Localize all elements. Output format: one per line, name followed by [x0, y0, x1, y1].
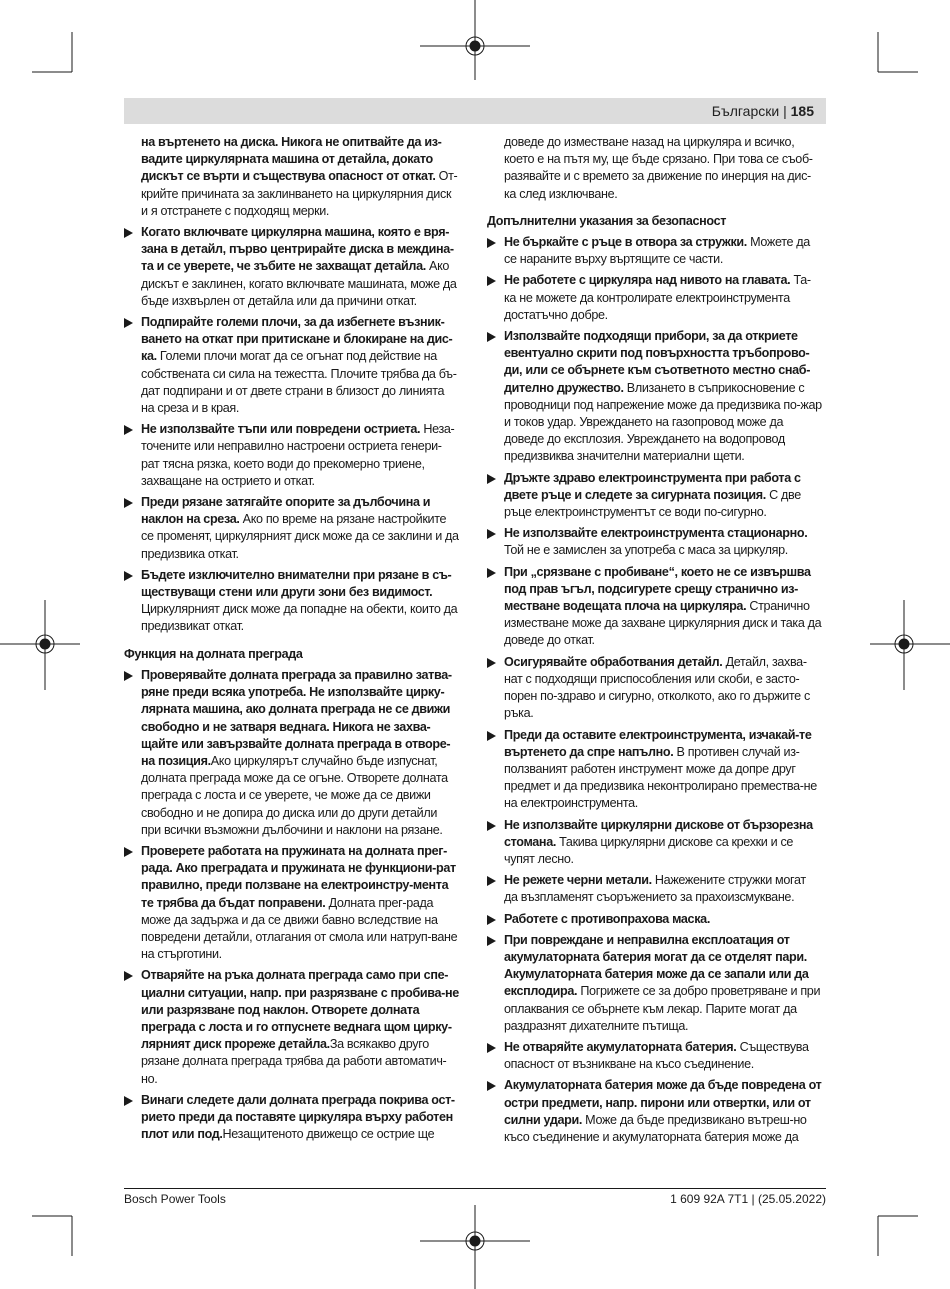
section-heading-additional-safety: Допълнителни указания за безопасност: [487, 213, 727, 228]
item-bold: Не бъркайте с ръце в отвора за стружки.: [504, 235, 747, 250]
safety-item-4: [487, 470, 822, 522]
bullet-triangle-icon: [487, 936, 496, 946]
left-intro-text: От-крийте причината за заклинването на циркулярния диск и я отстранете с подходящ мерки.: [141, 169, 458, 218]
registration-mark-top: [420, 0, 530, 80]
item-bold: Не използвайте тъпи или повредени остриета.: [141, 422, 421, 437]
item-bold: Използвайте подходящи прибори, за да откриете евентуално скрити под повърхността тръбопрово-ди, или се обърнете към съответното местно снаб-дително дружество.: [504, 329, 811, 395]
item-bold: При повреждане и неправилна експлоатация от акумулаторната батерия могат да се отделят пари. Акумулаторната батерия може да се запали или да експлодира.: [504, 932, 809, 999]
item-bold: Не работете с циркуляра над нивото на главата.: [504, 273, 791, 288]
left-intro-bold: на въртенето на диска. Никога не опитвайте да из-вадите циркулярната машина от детайла, докато дискът се върти и съществува опасност от откат.: [141, 135, 442, 184]
bullet-triangle-icon: [487, 731, 496, 741]
item-bold: Работете с противопрахова маска.: [504, 911, 710, 926]
safety-item-5: [487, 525, 822, 559]
item-text: Неза-точените или неправилно настроени остриета генери-рат тясна рязка, което води до прекомерно триене, захващане на острието и откат.: [141, 422, 455, 488]
item-bold: Не използвайте циркулярни дискове от бързорезна стомана.: [504, 817, 813, 849]
item-text: Та-ка не можете да контролирате електроинструмента достатъчно добре.: [504, 273, 811, 322]
bullet-triangle-icon: [124, 498, 133, 508]
bullet-triangle-icon: [487, 276, 496, 286]
left-intro-paragraph: [141, 134, 459, 220]
item-text: Може да бъде предизвикано вътреш-но късо съединение и акумулаторната батерия може да: [504, 1112, 807, 1144]
left-safety-item-4: [124, 494, 459, 563]
bullet-triangle-icon: [487, 1043, 496, 1053]
item-bold: Не режете черни метали.: [504, 873, 652, 888]
safety-item-2: [487, 272, 822, 324]
footer-brand: Bosch Power Tools: [124, 1192, 226, 1206]
bullet-triangle-icon: [124, 671, 133, 681]
item-bold: Не използвайте електроинструмента стационарно.: [504, 526, 808, 541]
item-bold: Преди да оставите електроинструмента, изчакай-те въртенето да спре напълно.: [504, 727, 812, 759]
item-bold: Проверете работата на пружината на долната прег-рада. Ако преградата и пружината не функциони-рат правилно, преди ползване на електроинстру-мента те трябва да бъдат поправени.: [141, 843, 456, 910]
bullet-triangle-icon: [124, 1096, 133, 1106]
item-bold: Акумулаторната батерия може да бъде повредена от остри предмети, напр. пирони или отвертки, или от силни удари.: [504, 1078, 822, 1127]
footer-doc-id: 1 609 92A 7T1 | (25.05.2022): [670, 1192, 826, 1206]
safety-item-14: [487, 1077, 822, 1146]
bullet-triangle-icon: [487, 876, 496, 886]
registration-mark-left: [0, 600, 80, 690]
left-safety-item-5: [124, 567, 459, 636]
registration-mark-right: [870, 600, 950, 690]
guard-item-1: [124, 667, 459, 839]
page-header: [712, 103, 814, 119]
item-text: Ако дискът е заклинен, когато включвате машината, може да бъде изхвърлен от детайла или да причини откат.: [141, 259, 457, 308]
left-safety-item-1: [124, 224, 459, 310]
safety-item-12: [487, 932, 822, 1035]
item-bold: Отваряйте на ръка долната преграда само при спе-циални ситуации, напр. при разрязване с пробива-не или разрязване под наклон. Отворете долната преграда с лоста и го отпуснете веднага щом цирку-лярният диск прореже детайла.: [141, 968, 459, 1052]
item-bold: Винаги следете дали долната преграда покрива ост-рието преди да поставяте циркуляра върху работен плот или под.: [141, 1092, 455, 1142]
right-column: [487, 134, 822, 1150]
right-intro-paragraph: [504, 134, 822, 203]
bullet-triangle-icon: [487, 568, 496, 578]
bullet-triangle-icon: [487, 238, 496, 248]
header-separator: |: [783, 103, 787, 119]
item-text: Незащитеното движещо се острие ще: [222, 1127, 435, 1142]
item-text: Съществува опасност от възникване на късо съединение.: [504, 1039, 809, 1072]
bullet-triangle-icon: [487, 658, 496, 668]
left-safety-item-3: [124, 421, 459, 490]
safety-item-13: [487, 1039, 822, 1073]
bullet-triangle-icon: [487, 529, 496, 539]
safety-item-6: [487, 564, 822, 650]
bullet-triangle-icon: [487, 821, 496, 831]
bullet-triangle-icon: [124, 425, 133, 435]
item-text: Големи плочи могат да се огънат под действие на собствената си сила на тежестта. Плочите трябва да бъ-дат подпирани и от двете страни в близост до линията на среза и в края.: [141, 349, 457, 416]
guard-item-4: [124, 1092, 459, 1144]
bullet-triangle-icon: [487, 474, 496, 484]
item-text: Детайл, захва-нат с подходящи приспособления или скоби, е засто-порен по-здраво и сигурно, отколкото, ако го държите с ръка.: [504, 654, 810, 721]
safety-item-11: [487, 911, 822, 928]
bullet-triangle-icon: [487, 332, 496, 342]
bullet-triangle-icon: [124, 971, 133, 981]
item-bold: Не отваряйте акумулаторната батерия.: [504, 1039, 737, 1054]
item-text: С две ръце електроинструментът се води по-сигурно.: [504, 487, 801, 520]
safety-item-8: [487, 727, 822, 813]
item-text: Такива циркулярни дискове са крехки и се чупят лесно.: [504, 834, 794, 866]
safety-item-10: [487, 872, 822, 906]
safety-item-7: [487, 654, 822, 723]
footer-rule: [124, 1188, 826, 1189]
item-text: Циркулярният диск може да попадне на обекти, които да предизвикат откат.: [141, 602, 458, 634]
item-bold: Дръжте здраво електроинструмента при работа с двете ръце и следете за сигурната позиция.: [504, 470, 801, 502]
item-text: Влизането в съприкосновение с проводници под напрежение може да предизвика по-жар и токов удар. Увреждането на газопровод може да доведе до експлозия. Увреждането на водопровод предизвиква значителни материални щети.: [504, 380, 822, 464]
item-text: Можете да се нараните върху въртящите се части.: [504, 235, 810, 267]
bullet-triangle-icon: [487, 915, 496, 925]
header-language: Български: [711, 103, 780, 119]
bullet-triangle-icon: [487, 1081, 496, 1091]
right-intro-text: доведе до изместване назад на циркуляра и всичко, което е на пътя му, ще бъде срязано. При това се съоб-разявайте и с времето за движение по инерция на дис-ка след изключване.: [504, 135, 813, 201]
item-bold: Подпирайте големи плочи, за да избегнете възник-ването на откат при притискане и блокиране на дис-ка.: [141, 315, 453, 364]
item-text: Долната прег-рада може да задържа и да се движи бавно вследствие на повредени детайли, отлагания от смола или натруп-ване на стърготини.: [141, 895, 458, 962]
page-number: 185: [790, 103, 814, 119]
bullet-triangle-icon: [124, 318, 133, 328]
item-text: Нажежените стружки могат да възпламенят съоръжението за прахоизсмукване.: [504, 873, 806, 905]
item-text: Той не е замислен за употреба с маса за циркуляр.: [504, 543, 788, 558]
section-heading-lower-guard: Функция на долната преграда: [124, 646, 303, 661]
item-text: Ако циркулярът случайно бъде изпуснат, долната преграда може да се огъне. Отворете долната преграда с лоста и се уверете, че може да се движи свободно и не допира до диска или до други детайли при всички възможни дълбочини и наклони на рязане.: [141, 753, 448, 837]
item-bold: Проверявайте долната преграда за правилно затва-ряне преди всяка употреба. Не използвайте цирку-лярната машина, ако долната преграда не се движи свободно и не затваря веднага. Никога не захва-щайте или завързвайте долната преграда в отворе-на позиция.: [141, 667, 452, 768]
guard-item-3: [124, 967, 459, 1087]
registration-mark-bottom: [420, 1205, 530, 1289]
safety-item-1: [487, 234, 822, 268]
bullet-triangle-icon: [124, 228, 133, 238]
item-bold: При „срязване с пробиване“, което не се извършва под прав ъгъл, подсигурете срещу странично из-местване водещата плоча на циркуляра.: [504, 564, 811, 614]
item-bold: Осигурявайте обработвания детайл.: [504, 654, 723, 669]
left-safety-item-2: [124, 314, 459, 417]
bullet-triangle-icon: [124, 847, 133, 857]
item-text: Погрижете се за добро проветряване и при оплаквания се обърнете към лекар. Парите могат да раздразнят дихателните пътища.: [504, 984, 821, 1033]
item-bold: Бъдете изключително внимателни при рязане в съ-ществуващи стени или други зони без видимост.: [141, 567, 452, 600]
item-text: Ако по време на рязане настройките се променят, циркулярният диск може да се заклини и да предизвика откат.: [141, 512, 459, 561]
left-column: [124, 134, 459, 1147]
item-text: За всякакво друго рязане долната преграда трябва да работи автоматич-но.: [141, 1037, 447, 1086]
item-bold: Когато включвате циркулярна машина, която е вря-зана в детайл, първо центрирайте диска в междина-та и се уверете, че зъбите не захващат детайла.: [141, 225, 454, 274]
bullet-triangle-icon: [124, 571, 133, 581]
safety-item-3: [487, 328, 822, 466]
item-bold: Преди рязане затягайте опорите за дълбочина и наклон на среза.: [141, 495, 431, 527]
safety-item-9: [487, 817, 822, 869]
guard-item-2: [124, 843, 459, 963]
item-text: Странично изместване може да захване циркулярния диск и така да доведе до откат.: [504, 599, 822, 648]
item-text: В противен случай из-ползваният работен инструмент може да допре друг предмет и да предизвика неконтролирано премества-не на електроинструмента.: [504, 744, 817, 811]
